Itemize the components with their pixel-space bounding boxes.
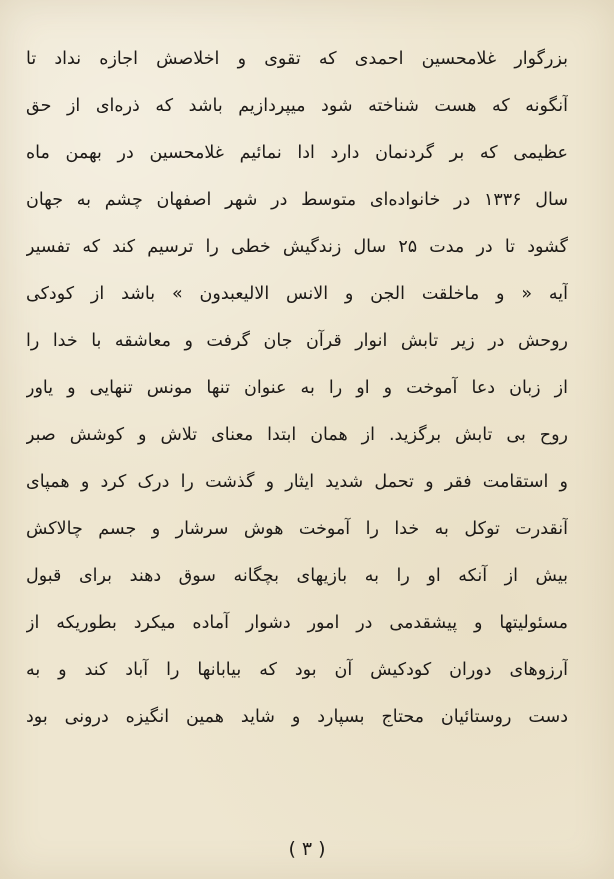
text-line: دست روستائیان محتاج بسپارد و شاید همین انگیزه درونی بود	[26, 707, 568, 727]
text-line: و استقامت فقر و تحمل شدید ایثار و گذشت را درک کرد و همپای	[26, 472, 568, 492]
text-line: عظیمی که بر گردنمان دارد ادا نمائیم غلامحسین در بهمن ماه	[26, 143, 568, 163]
text-line: از زبان دعا آموخت و او را به عنوان تنها مونس تنهایی و یاور	[26, 378, 568, 398]
text-line: آرزوهای دوران کودکیش آن بود که بیابانها را آباد کند و به	[26, 660, 568, 680]
text-line: آنگونه که هست شناخته شود میپردازیم باشد که ذره‌ای از حق	[26, 96, 568, 116]
text-line: روح بی تابش برگزید. از همان ابتدا معنای تلاش و کوشش صبر	[26, 425, 568, 445]
body-text	[26, 36, 568, 741]
page-number: ( ۳ )	[288, 838, 326, 860]
text-line: آنقدرت توکل به خدا را آموخت هوش سرشار و جسم چالاکش	[26, 519, 568, 539]
text-line: بیش از آنکه او را به بازیهای بچگانه سوق دهند برای قبول	[26, 566, 568, 586]
text-line: گشود تا در مدت ۲۵ سال زندگیش خطی را ترسیم کند که تفسیر	[26, 237, 568, 257]
text-line: بزرگوار غلامحسین احمدی که تقوی و اخلاصش اجازه نداد تا	[26, 49, 568, 69]
text-line: روحش در زیر تابش انوار قرآن جان گرفت و معاشقه با خدا را	[26, 331, 568, 351]
text-line: مسئولیتها و پیشقدمی در امور دشوار آماده میکرد بطوریکه از	[26, 613, 568, 633]
text-line: آیه « و ماخلقت الجن و الانس الالیعبدون » باشد از کودکی	[26, 284, 568, 304]
text-line: سال ۱۳۳۶ در خانواده‌ای متوسط در شهر اصفهان چشم به جهان	[26, 190, 568, 210]
